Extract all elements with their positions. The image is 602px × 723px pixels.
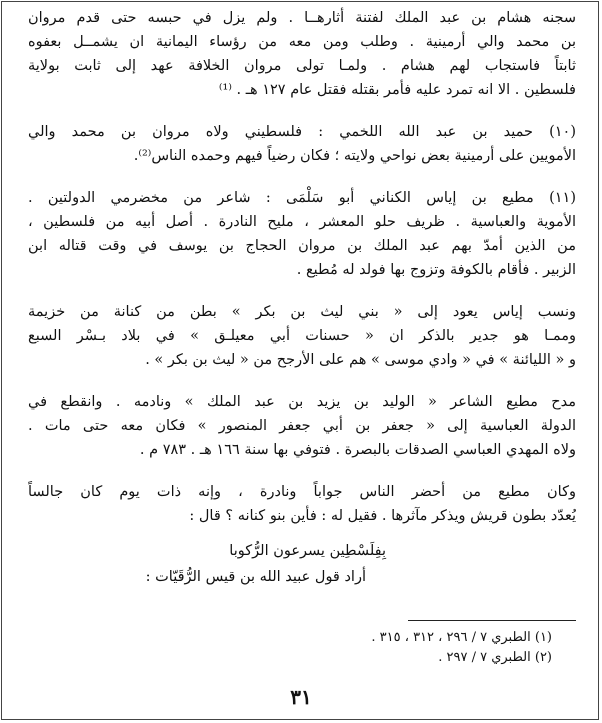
- footnote: (٢) الطبري ٧ / ٢٩٧ .: [438, 650, 552, 665]
- footnote-divider: [408, 620, 576, 621]
- text-line: (١٠) حميد بن عبد الله اللخمي : فلسطيني ولاه مروان بن محمد والي: [28, 124, 576, 140]
- text-line: ولاه المهدي العباسي الصدقات بالبصرة . فتوفي بها سنة ١٦٦ هـ . ٧٨٣ م .: [139, 442, 576, 458]
- page-number: ٣١: [290, 685, 312, 709]
- paragraph-mutie: [28, 186, 576, 282]
- text-line: ونسب إياس يعود إلى « بني ليث بن بكر » بطن من كنانة من خزيمة: [28, 304, 576, 320]
- text-line: من الذين أمدّ بهم عبد الملك بن مروان الحجاج بن يوسف في وقت قتاله ابن: [28, 238, 576, 254]
- text-line: الدولة العباسية إلى « جعفر بن أبي جعفر المنصور » فكان معه حتى مات .: [28, 418, 576, 434]
- text-line: ثابتاً فاستجاب لهم هشام . ولمـا تولى مروان الخلافة عهد إلى ثابت بولاية: [28, 58, 576, 74]
- text-line: و « الليائنة » في « وادي موسى » هم على الأرجح من « ليث بن بكر » .: [145, 352, 576, 368]
- text-line: الأموية والعباسية . ظريف حلو المعشر ، مليح النادرة . أصل أبيه من فلسطين ،: [28, 214, 576, 230]
- text-line: الزبير . فأقام بالكوفة وتزوج بها فولد له مُطيع .: [296, 262, 576, 278]
- paragraph-nasab: [28, 300, 576, 372]
- text-line: وممـا هو جدير بالذكر ان « حسنات أبي معيلـق » في بلاد بـسْر السبع: [28, 328, 576, 344]
- paragraph-madh: [28, 390, 576, 462]
- text-line: (١١) مطيع بن إياس الكناني أبو سَلْمَى : شاعر من مخضرمي الدولتين .: [28, 190, 576, 206]
- footnote: (١) الطبري ٧ / ٢٩٦ ، ٣١٢ ، ٣١٥ .: [371, 630, 552, 645]
- text-line: فلسطين . الا انه تمرد عليه فأمر بقتله فقتل عام ١٢٧ هـ . ⁽¹⁾: [218, 82, 576, 98]
- paragraph-kana: [28, 480, 576, 528]
- paragraph-hisham: [28, 6, 576, 102]
- footnotes: [371, 628, 552, 668]
- page-body: [28, 6, 576, 590]
- text-line: يُعدّد بطون قريش ويذكر مآثرها . فقيل له : فأين بنو كنانه ؟ قال :: [189, 508, 576, 524]
- text-line: سجنه هشام بن عبد الملك لفتنة أثارهــا . ولم يزل في حبسه حتى قدم مروان: [28, 10, 576, 26]
- text-line: وكان مطيع من أحضر الناس جواباً ونادرة ، وإنه ذات يوم كان جالساً: [28, 484, 576, 500]
- verse-attribution: أراد قول عبيد الله بن قيس الرُّقَيّات :: [145, 569, 366, 585]
- text-line: مدح مطيع الشاعر « الوليد بن يزيد بن عبد الملك » ونادمه . وانقطع في: [28, 394, 576, 410]
- paragraph-humaid: [28, 120, 576, 168]
- text-line: الأمويين على أرمينية بعض نواحي ولايته ؛ فكان رضياً فيهم وحمده الناس⁽²⁾.: [133, 148, 576, 164]
- verse-line: بِفِلَسْطِين يسرعون الرُّكوبا: [229, 543, 386, 559]
- text-line: بن محمد والي أرمينية . وطلب ومن معه من رؤساء اليمانية ان يشمــل بعفوه: [28, 34, 576, 50]
